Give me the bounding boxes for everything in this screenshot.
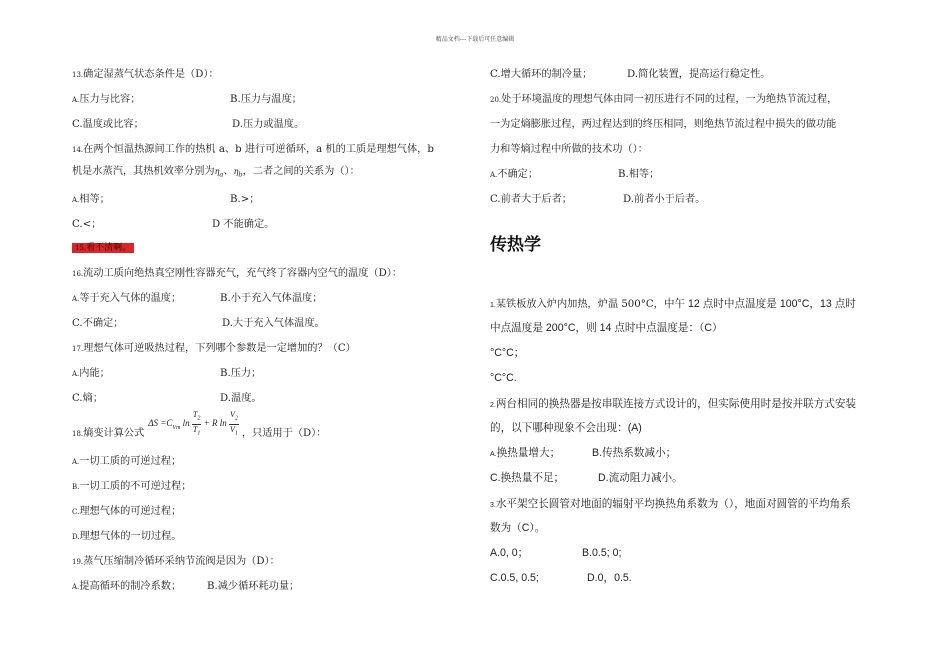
question-16-stem: 16.流动工质向绝热真空刚性容器充气，充气终了容器内空气的温度（D）： <box>72 268 403 279</box>
question-14-stem-line1: 14.在两个恒温热源间工作的热机 a、b 进行可逆循环，a 机的工质是理想气体，b <box>72 144 434 155</box>
heat-q3-options-ab: A.0, 0； B.0.5; 0; <box>490 547 622 559</box>
question-15-highlight: 15.看不清啊。 <box>72 241 134 255</box>
question-13-options-cd: C.温度或比容； D.压力或温度。 <box>72 119 305 130</box>
heat-q1-line4: °C°C. <box>490 372 517 384</box>
question-19-stem: 19.蒸气压缩制冷循环采纳节流阀是因为（D）： <box>72 556 280 567</box>
question-19-options-cd: C.增大循环的制冷量； D.简化装置，提高运行稳定性。 <box>490 69 771 80</box>
question-20-options-cd: C.前者大于后者； D.前者小于后者。 <box>490 194 706 205</box>
question-17-options-cd: C.熵； D.温度。 <box>72 393 262 404</box>
question-14-stem-line2: 机是水蒸汽，其热机效率分别为$\eta_a$、$\eta_b$，二者之间的关系为（）： <box>72 166 360 179</box>
question-20-options-ab: A.不确定； B.相等； <box>490 169 660 180</box>
heat-q3-line2: 数为（C）。 <box>490 522 546 534</box>
question-13-options-ab: A.压力与比容； B.压力与温度； <box>72 94 302 105</box>
heat-q3-line1: 3.水平架空长圆管对地面的辐射平均换热角系数为（），地面对圆管的平均角系 <box>490 498 851 510</box>
question-17-options-ab: A.内能； B.压力； <box>72 368 262 379</box>
page-header: 精品文档---下载后可任意编辑 <box>435 36 515 43</box>
question-14-options-ab: A.相等； B.>； <box>72 194 260 205</box>
heat-q2-line2: 的，以下哪种现象不会出现：(A) <box>490 422 642 434</box>
heat-q2-options-ab: A.换热量增大； B.传热系数减小； <box>490 447 677 459</box>
question-18-option-d: D.理想气体的一切过程。 <box>72 531 182 542</box>
heat-q3-options-cd: C.0.5, 0.5; D.0，0.5. <box>490 572 632 584</box>
heat-q1-line3: °C°C； <box>490 347 525 359</box>
question-18-option-c: C.理想气体的可逆过程； <box>72 506 182 517</box>
question-16-options-ab: A.等于充入气体的温度； B.小于充入气体温度； <box>72 293 323 304</box>
question-16-options-cd: C.不确定； D.大于充入气体温度。 <box>72 318 325 329</box>
heat-q2-line1: 2.两台相同的换热器是按串联连接方式设计的，但实际使用时是按并联方式安装 <box>490 398 857 410</box>
question-18-option-a: A.一切工质的可逆过程； <box>72 456 182 467</box>
question-18-stem: 18.熵变计算公式$\Delta S =C_{Vm}$ ln $\frac{T_2}{T_1}$ + R ln $\frac{V_2}{V_1}$ ，只适用于（D）： <box>72 410 327 440</box>
eta-a-symbol: $\eta_a$ <box>214 167 224 179</box>
section-title-heat-transfer: 传热学 <box>490 235 541 255</box>
question-14-options-cd: C.<； D 不能确定。 <box>72 219 275 230</box>
question-17-stem: 17.理想气体可逆吸热过程，下列哪个参数是一定增加的？（C） <box>72 343 356 354</box>
entropy-formula: $\Delta S =C_{Vm}$ ln $\frac{T_2}{T_1}$ + R ln $\frac{V_2}{V_1}$ <box>148 410 238 437</box>
question-20-stem-line1: 20.处于环境温度的理想气体由同一初压进行不同的过程，一为绝热节流过程， <box>490 94 838 105</box>
question-13-stem: 13.确定湿蒸气状态条件是（D）： <box>72 69 219 80</box>
heat-q1-line1: 1.某铁板放入炉内加热，炉温 500°C，中午 12 点时中点温度是 100°C，13 点时 <box>490 298 856 310</box>
question-18-option-b: B.一切工质的不可逆过程； <box>72 481 192 492</box>
heat-q2-options-cd: C.换热量不足； D.流动阻力减小。 <box>490 472 683 484</box>
heat-q1-line2: 中点温度是 200°C，则 14 点时中点温度是：（C） <box>490 322 723 334</box>
question-20-stem-line2: 一为定熵膨胀过程，两过程达到的终压相同，则绝热节流过程中损失的做功能 <box>490 119 837 130</box>
question-20-stem-line3: 力和等熵过程中所做的技术功（）： <box>490 144 648 155</box>
question-19-options-ab: A.提高循环的制冷系数； B.减少循环耗功量； <box>72 581 300 592</box>
eta-b-symbol: $\eta_b$ <box>233 167 243 179</box>
